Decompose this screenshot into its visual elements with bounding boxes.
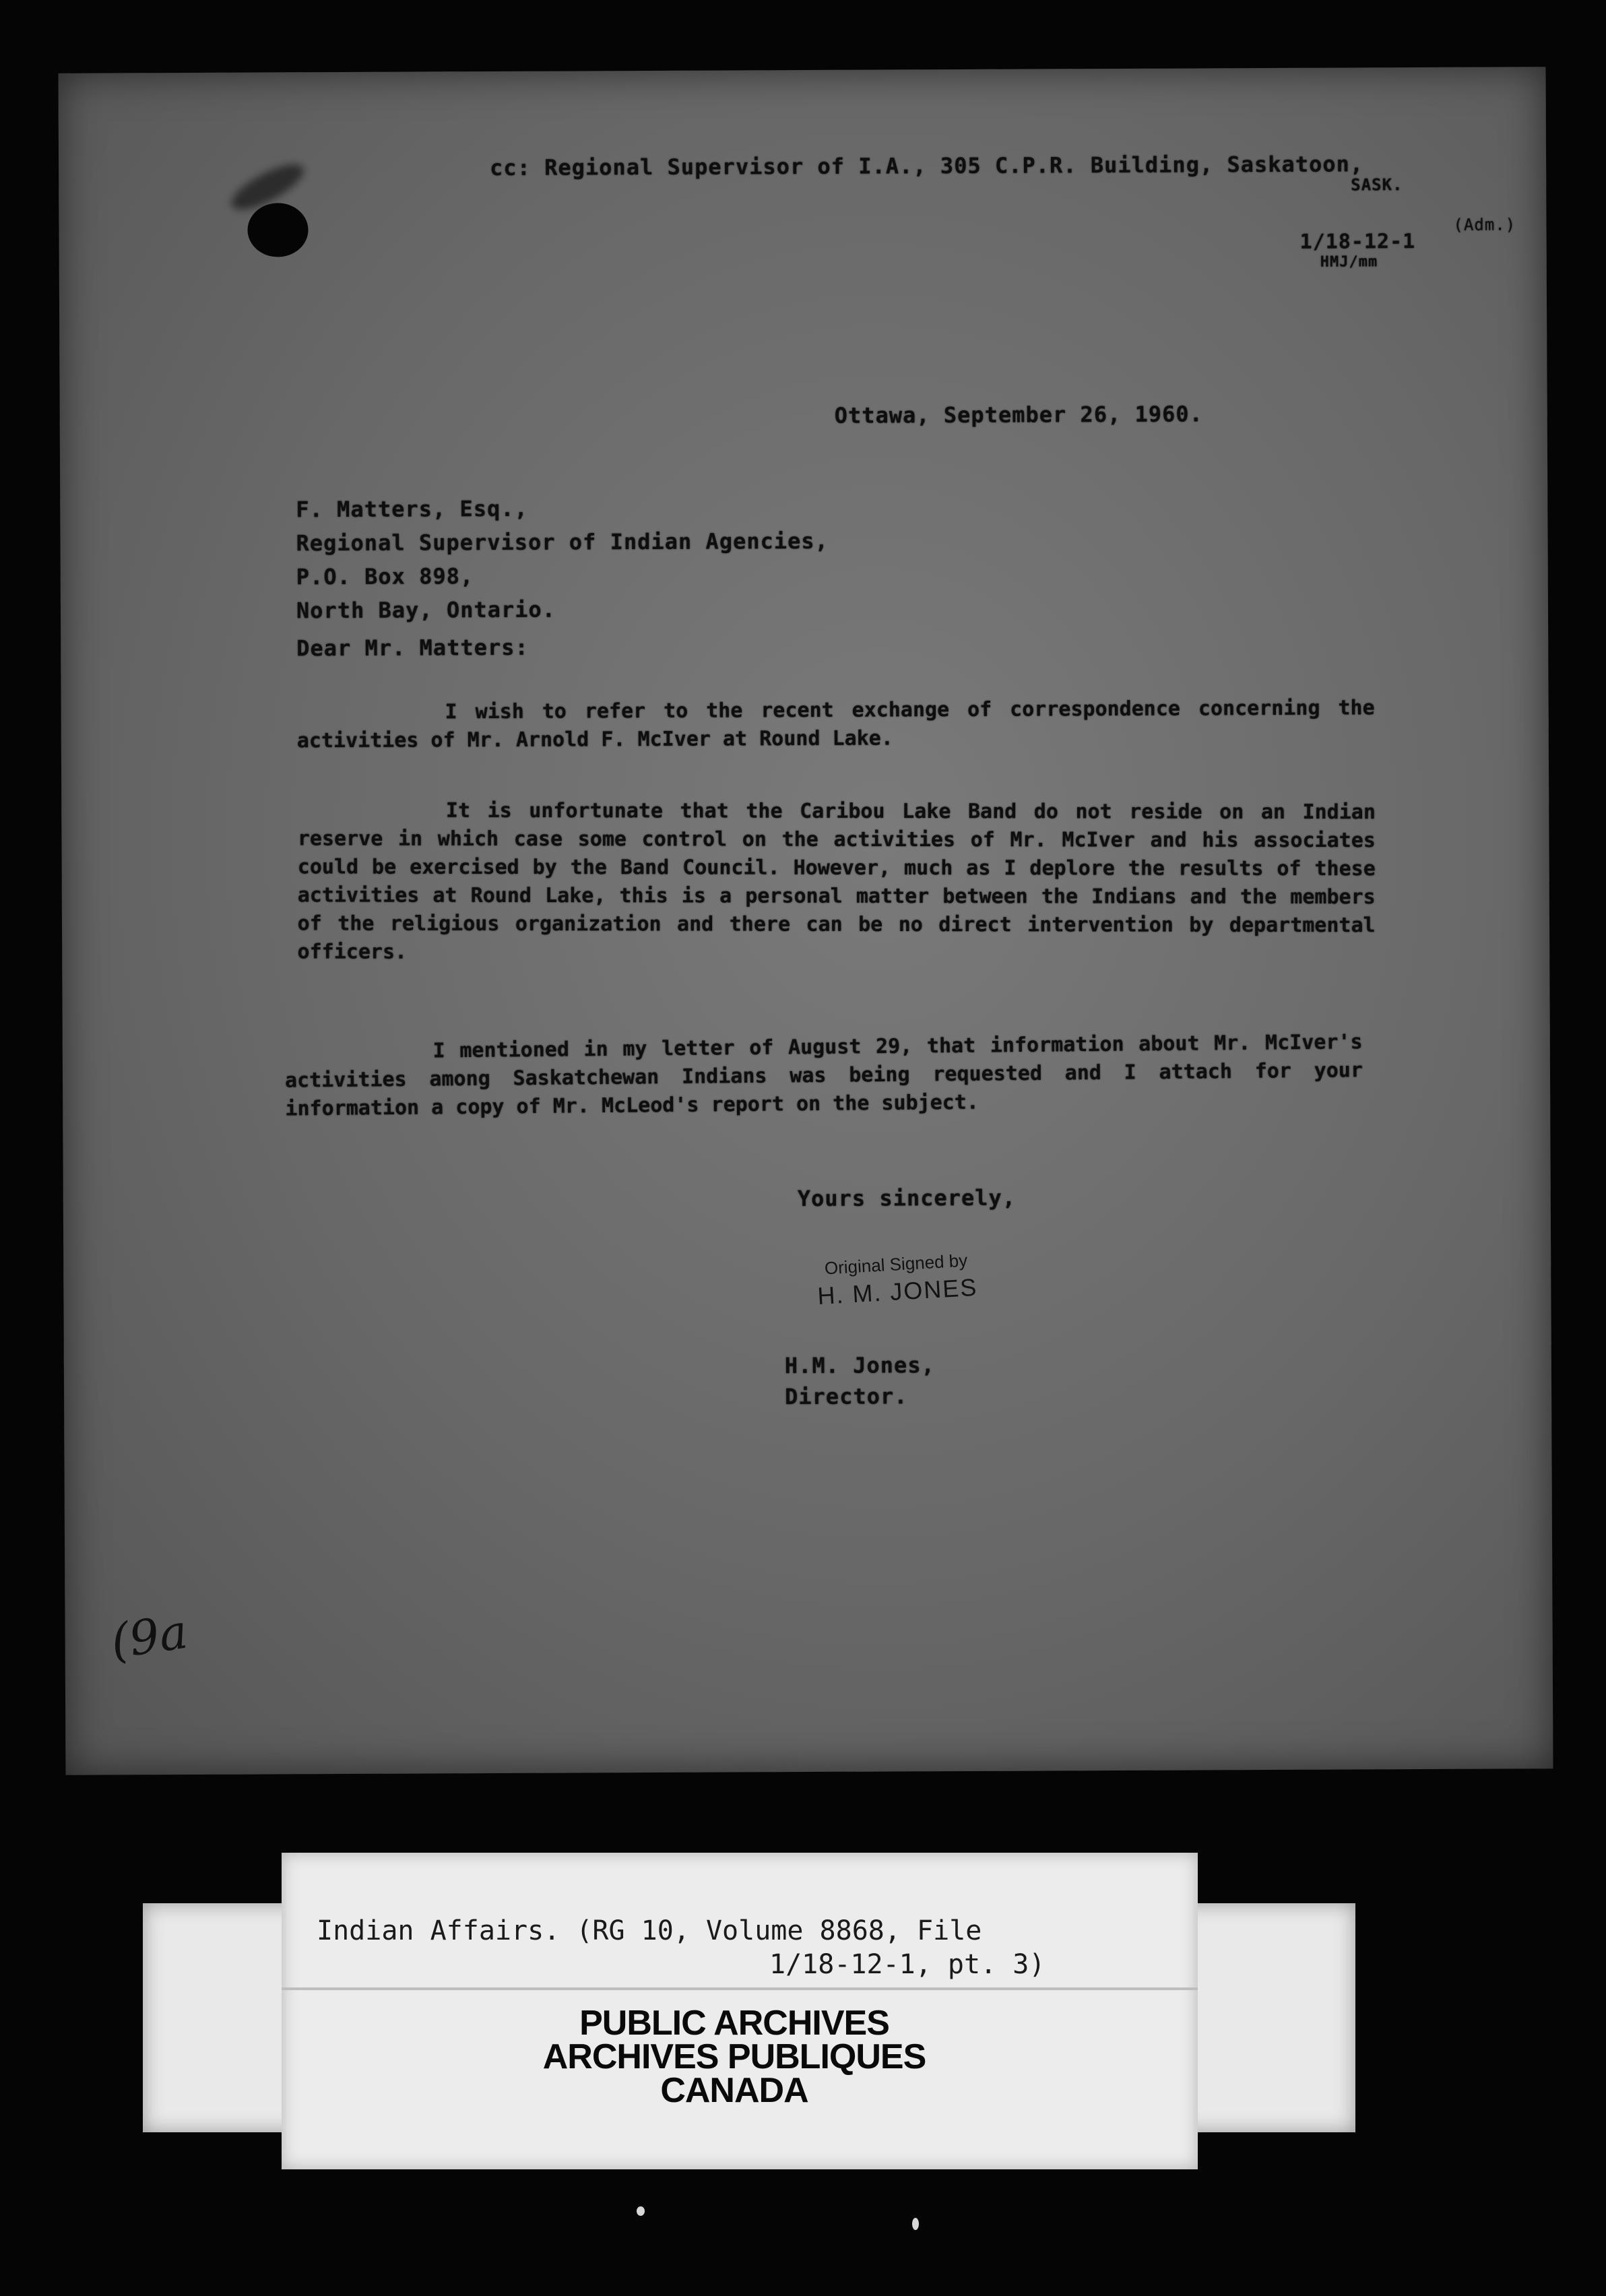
archive-stamp-line: CANADA xyxy=(660,2071,808,2110)
address-line: P.O. Box 898, xyxy=(296,563,474,590)
film-speck xyxy=(912,2218,919,2230)
signature-name: H.M. Jones, xyxy=(784,1352,935,1379)
cc-line: cc: Regional Supervisor of I.A., 305 C.P.R. Building, Saskatoon, xyxy=(490,151,1364,181)
file-initials: HMJ/mm xyxy=(1320,253,1378,271)
stamp-line-1: Original Signed by xyxy=(824,1250,968,1279)
recipient-address xyxy=(296,490,829,627)
punch-hole xyxy=(247,203,308,257)
stamp-line-2: H. M. JONES xyxy=(816,1273,979,1310)
film-speck xyxy=(637,2206,645,2216)
letter-page xyxy=(58,67,1553,1775)
cc-province: SASK. xyxy=(1351,175,1403,195)
file-annotation: (Adm.) xyxy=(1453,215,1516,234)
address-line: F. Matters, Esq., xyxy=(296,495,528,523)
archive-stamp-line: ARCHIVES PUBLIQUES xyxy=(542,2037,926,2076)
body-paragraph-2: It is unfortunate that the Caribou Lake Band do not reside on an Indian reserve in which case some control on the activities of Mr. McIver and his associates could be exercised by the Band Council. However, much as I deplore the results of these activities at Round Lake, this is a personal matter between the Indians and the members of the religious organization and there can be no direct intervention by departmental officers. xyxy=(297,798,1376,964)
address-line: Regional Supervisor of Indian Agencies, xyxy=(296,528,829,556)
address-line: North Bay, Ontario. xyxy=(296,596,556,624)
body-paragraph-1: I wish to refer to the recent exchange of correspondence concerning the activities of Mr. Arnold F. McIver at Round Lake. xyxy=(296,696,1375,753)
archive-stamp-line: PUBLIC ARCHIVES xyxy=(579,2004,889,2043)
archive-reference-line-2: 1/18-12-1, pt. 3) xyxy=(769,1949,1046,1980)
archive-reference-line-1: Indian Affairs. (RG 10, Volume 8868, File xyxy=(317,1915,982,1946)
closing: Yours sincerely, xyxy=(797,1184,1017,1212)
handwritten-page-mark: (9a xyxy=(107,1603,191,1669)
signature-stamp xyxy=(815,1250,978,1310)
salutation: Dear Mr. Matters: xyxy=(296,634,529,662)
body-paragraph-3: I mentioned in my letter of August 29, that information about Mr. McIver's activities among Saskatchewan Indians was being requested and I attach for your information a copy of Mr. McLeod's report on the subject. xyxy=(284,1030,1363,1121)
archive-stamp xyxy=(472,2004,997,2110)
date-line: Ottawa, September 26, 1960. xyxy=(834,401,1203,428)
card-divider xyxy=(282,1987,1198,1990)
file-number: 1/18-12-1 xyxy=(1299,230,1416,254)
signature-block xyxy=(785,1349,935,1412)
signature-title: Director. xyxy=(784,1383,908,1410)
